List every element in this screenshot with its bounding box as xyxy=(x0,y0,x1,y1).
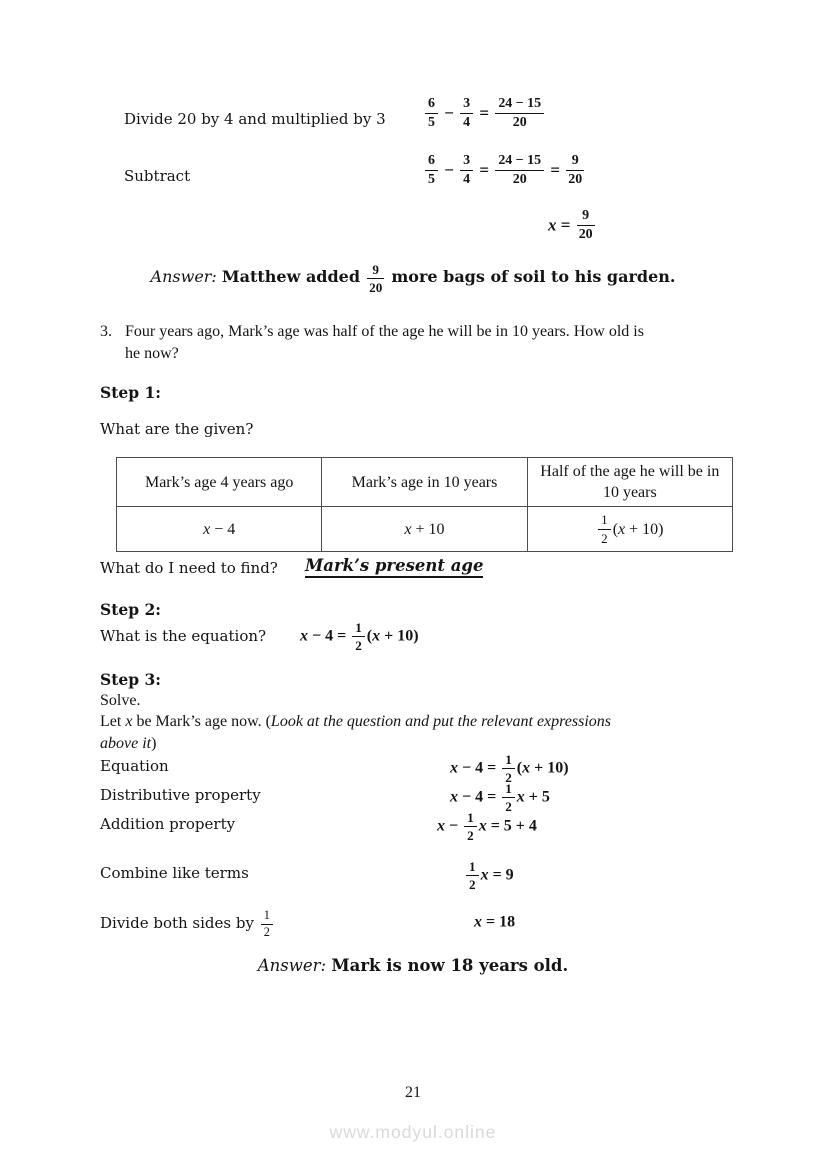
given-table xyxy=(116,457,733,552)
table-header-age-4-years-ago: Mark’s age 4 years ago xyxy=(117,458,322,507)
fraction-denominator: 20 xyxy=(512,115,527,131)
math-variable: x xyxy=(516,788,525,806)
math-token: + 10) xyxy=(380,627,419,645)
fraction-denominator: 4 xyxy=(463,115,471,131)
math-token: + 5 xyxy=(524,788,550,806)
solve-note-line1 xyxy=(100,713,611,731)
math-variable: x xyxy=(478,817,487,835)
fraction xyxy=(460,95,473,132)
fraction-denominator: 5 xyxy=(428,172,435,188)
fraction xyxy=(566,152,584,189)
solve-note-line2 xyxy=(100,735,156,753)
equation-subtract xyxy=(423,152,586,189)
table-cell-expression-3 xyxy=(527,507,732,552)
problem-text-line2: he now? xyxy=(125,344,179,362)
math-token: = xyxy=(475,160,494,180)
note-mid: be Mark’s age now. ( xyxy=(132,713,271,730)
fraction-numerator: 1 xyxy=(261,908,273,925)
final-answer-text: Mark is now 18 years old. xyxy=(331,956,569,975)
math-token: − 4 xyxy=(210,520,236,538)
note-pre: Let xyxy=(100,713,126,730)
fraction-denominator: 2 xyxy=(467,828,474,844)
work-line2-label: Subtract xyxy=(124,167,191,185)
find-label: What do I need to find? xyxy=(100,559,278,577)
solve-label: Solve. xyxy=(100,692,141,709)
table-cell-expression-1 xyxy=(117,507,322,552)
math-variable: x xyxy=(450,788,458,806)
math-token: = 5 + 4 xyxy=(486,817,537,835)
math-variable: x xyxy=(450,759,458,777)
math-token: + 10) xyxy=(625,520,664,538)
note-italic-2: above it xyxy=(100,735,152,752)
equation-result xyxy=(548,207,597,244)
math-token: − xyxy=(445,817,463,835)
math-variable: x xyxy=(300,627,308,645)
problem-text xyxy=(125,321,644,364)
fraction-denominator: 20 xyxy=(568,172,583,188)
fraction xyxy=(598,511,611,546)
fraction-denominator: 2 xyxy=(469,877,476,893)
fraction-numerator: 1 xyxy=(352,619,365,637)
fraction-numerator: 1 xyxy=(598,511,611,529)
fraction-denominator: 2 xyxy=(355,638,362,654)
cell-math-3 xyxy=(596,512,664,546)
fraction-numerator: 1 xyxy=(502,751,515,769)
answer-text-after: more bags of soil to his garden. xyxy=(391,267,676,287)
final-answer-prefix: Answer: xyxy=(257,956,327,975)
math-token: = xyxy=(475,103,494,123)
math-token: ( xyxy=(516,759,523,777)
solve-row-equation-5 xyxy=(474,913,515,931)
note-variable: x xyxy=(125,713,133,730)
equation-setup xyxy=(423,95,546,132)
answer-text-before: Matthew added xyxy=(221,267,361,287)
answer-prefix: Answer: xyxy=(150,267,217,287)
math-token: = 9 xyxy=(488,866,514,884)
step1-question: What are the given? xyxy=(100,420,254,438)
fraction xyxy=(425,95,438,132)
math-token: + 10 xyxy=(411,520,445,538)
fraction-numerator: 9 xyxy=(577,207,595,226)
fraction-denominator: 20 xyxy=(512,172,527,188)
answer-line-mark xyxy=(0,956,826,975)
fraction xyxy=(425,152,438,189)
math-token: + 10) xyxy=(530,759,569,777)
step2-question: What is the equation? xyxy=(100,627,267,645)
table-header-half-of-age: Half of the age he will be in 10 years xyxy=(527,458,732,507)
solve-row-label-combine: Combine like terms xyxy=(100,864,249,882)
step2-title: Step 2: xyxy=(100,600,161,619)
divide-label-text: Divide both sides by xyxy=(100,913,254,932)
given-table-header-row xyxy=(117,458,733,507)
math-token: − 4 = xyxy=(458,759,501,777)
math-token: − xyxy=(439,160,459,180)
fraction-denominator: 2 xyxy=(263,924,270,939)
fraction-numerator: 9 xyxy=(367,261,384,279)
solve-row-label-distributive: Distributive property xyxy=(100,786,261,804)
math-token: = 18 xyxy=(482,913,516,931)
table-cell-expression-2 xyxy=(322,507,527,552)
problem-number: 3. xyxy=(100,323,112,340)
fraction xyxy=(460,152,473,189)
fraction xyxy=(495,95,544,132)
solve-row-label-divide xyxy=(100,908,275,941)
fraction xyxy=(577,207,595,244)
fraction xyxy=(464,809,477,844)
solve-row-label-equation: Equation xyxy=(100,757,169,775)
math-token: − 4 = xyxy=(308,627,351,645)
solve-row-label-addition: Addition property xyxy=(100,815,236,833)
fraction xyxy=(495,152,544,189)
math-variable: x xyxy=(474,913,482,931)
fraction-denominator: 20 xyxy=(369,280,383,296)
fraction-denominator: 5 xyxy=(428,115,435,131)
problem-text-line1: Four years ago, Mark’s age was half of the age he will be in 10 years. How old is xyxy=(125,323,644,340)
fraction-numerator: 1 xyxy=(466,858,479,876)
fraction xyxy=(367,261,384,296)
fraction-denominator: 2 xyxy=(601,530,608,546)
note-italic-1: Look at the question and put the relevant expressions xyxy=(270,713,612,730)
math-token: − xyxy=(439,103,459,123)
fraction-numerator: 24 − 15 xyxy=(495,152,544,171)
step3-title: Step 3: xyxy=(100,670,161,689)
given-table-data-row xyxy=(117,507,733,552)
math-token: = xyxy=(546,160,565,180)
math-token: = xyxy=(556,215,575,235)
find-value: Mark’s present age xyxy=(305,556,483,578)
fraction xyxy=(261,908,273,941)
fraction-denominator: 2 xyxy=(505,799,512,815)
cell-math-2 xyxy=(404,520,444,537)
solve-row-equation-4 xyxy=(464,858,514,893)
math-variable: x xyxy=(203,520,211,538)
math-variable: x xyxy=(437,817,445,835)
work-line1-label: Divide 20 by 4 and multiplied by 3 xyxy=(124,110,386,128)
solve-row-equation-3 xyxy=(437,809,537,844)
fraction-numerator: 6 xyxy=(425,152,438,171)
table-header-age-in-10-years: Mark’s age in 10 years xyxy=(322,458,527,507)
math-token: ( xyxy=(366,627,373,645)
math-variable: x xyxy=(522,759,531,777)
fraction-numerator: 6 xyxy=(425,95,438,114)
note-close-paren: ) xyxy=(151,735,157,752)
math-token: − 4 = xyxy=(458,788,501,806)
fraction-numerator: 9 xyxy=(566,152,584,171)
math-variable: x xyxy=(480,866,489,884)
fraction-numerator: 1 xyxy=(464,809,477,827)
divide-label-fraction xyxy=(259,908,275,939)
page-number: 21 xyxy=(405,1084,421,1101)
math-token: ( xyxy=(612,520,619,538)
math-variable: x xyxy=(372,627,381,645)
step1-title: Step 1: xyxy=(100,383,161,402)
answer-fraction xyxy=(365,262,386,296)
cell-math-1 xyxy=(203,520,235,537)
fraction-numerator: 3 xyxy=(460,95,473,114)
math-variable: x xyxy=(404,520,412,538)
footer-site-url: www.modyul.online xyxy=(329,1122,497,1142)
step2-equation xyxy=(300,619,419,654)
fraction xyxy=(352,619,365,654)
fraction xyxy=(466,858,479,893)
math-variable: x xyxy=(548,215,557,235)
fraction-denominator: 2 xyxy=(505,770,512,786)
answer-line-matthew xyxy=(0,261,826,296)
fraction-numerator: 1 xyxy=(502,780,515,798)
fraction-denominator: 20 xyxy=(578,227,593,243)
fraction-denominator: 4 xyxy=(463,172,471,188)
fraction-numerator: 24 − 15 xyxy=(495,95,544,114)
fraction-numerator: 3 xyxy=(460,152,473,171)
math-variable: x xyxy=(618,520,626,538)
